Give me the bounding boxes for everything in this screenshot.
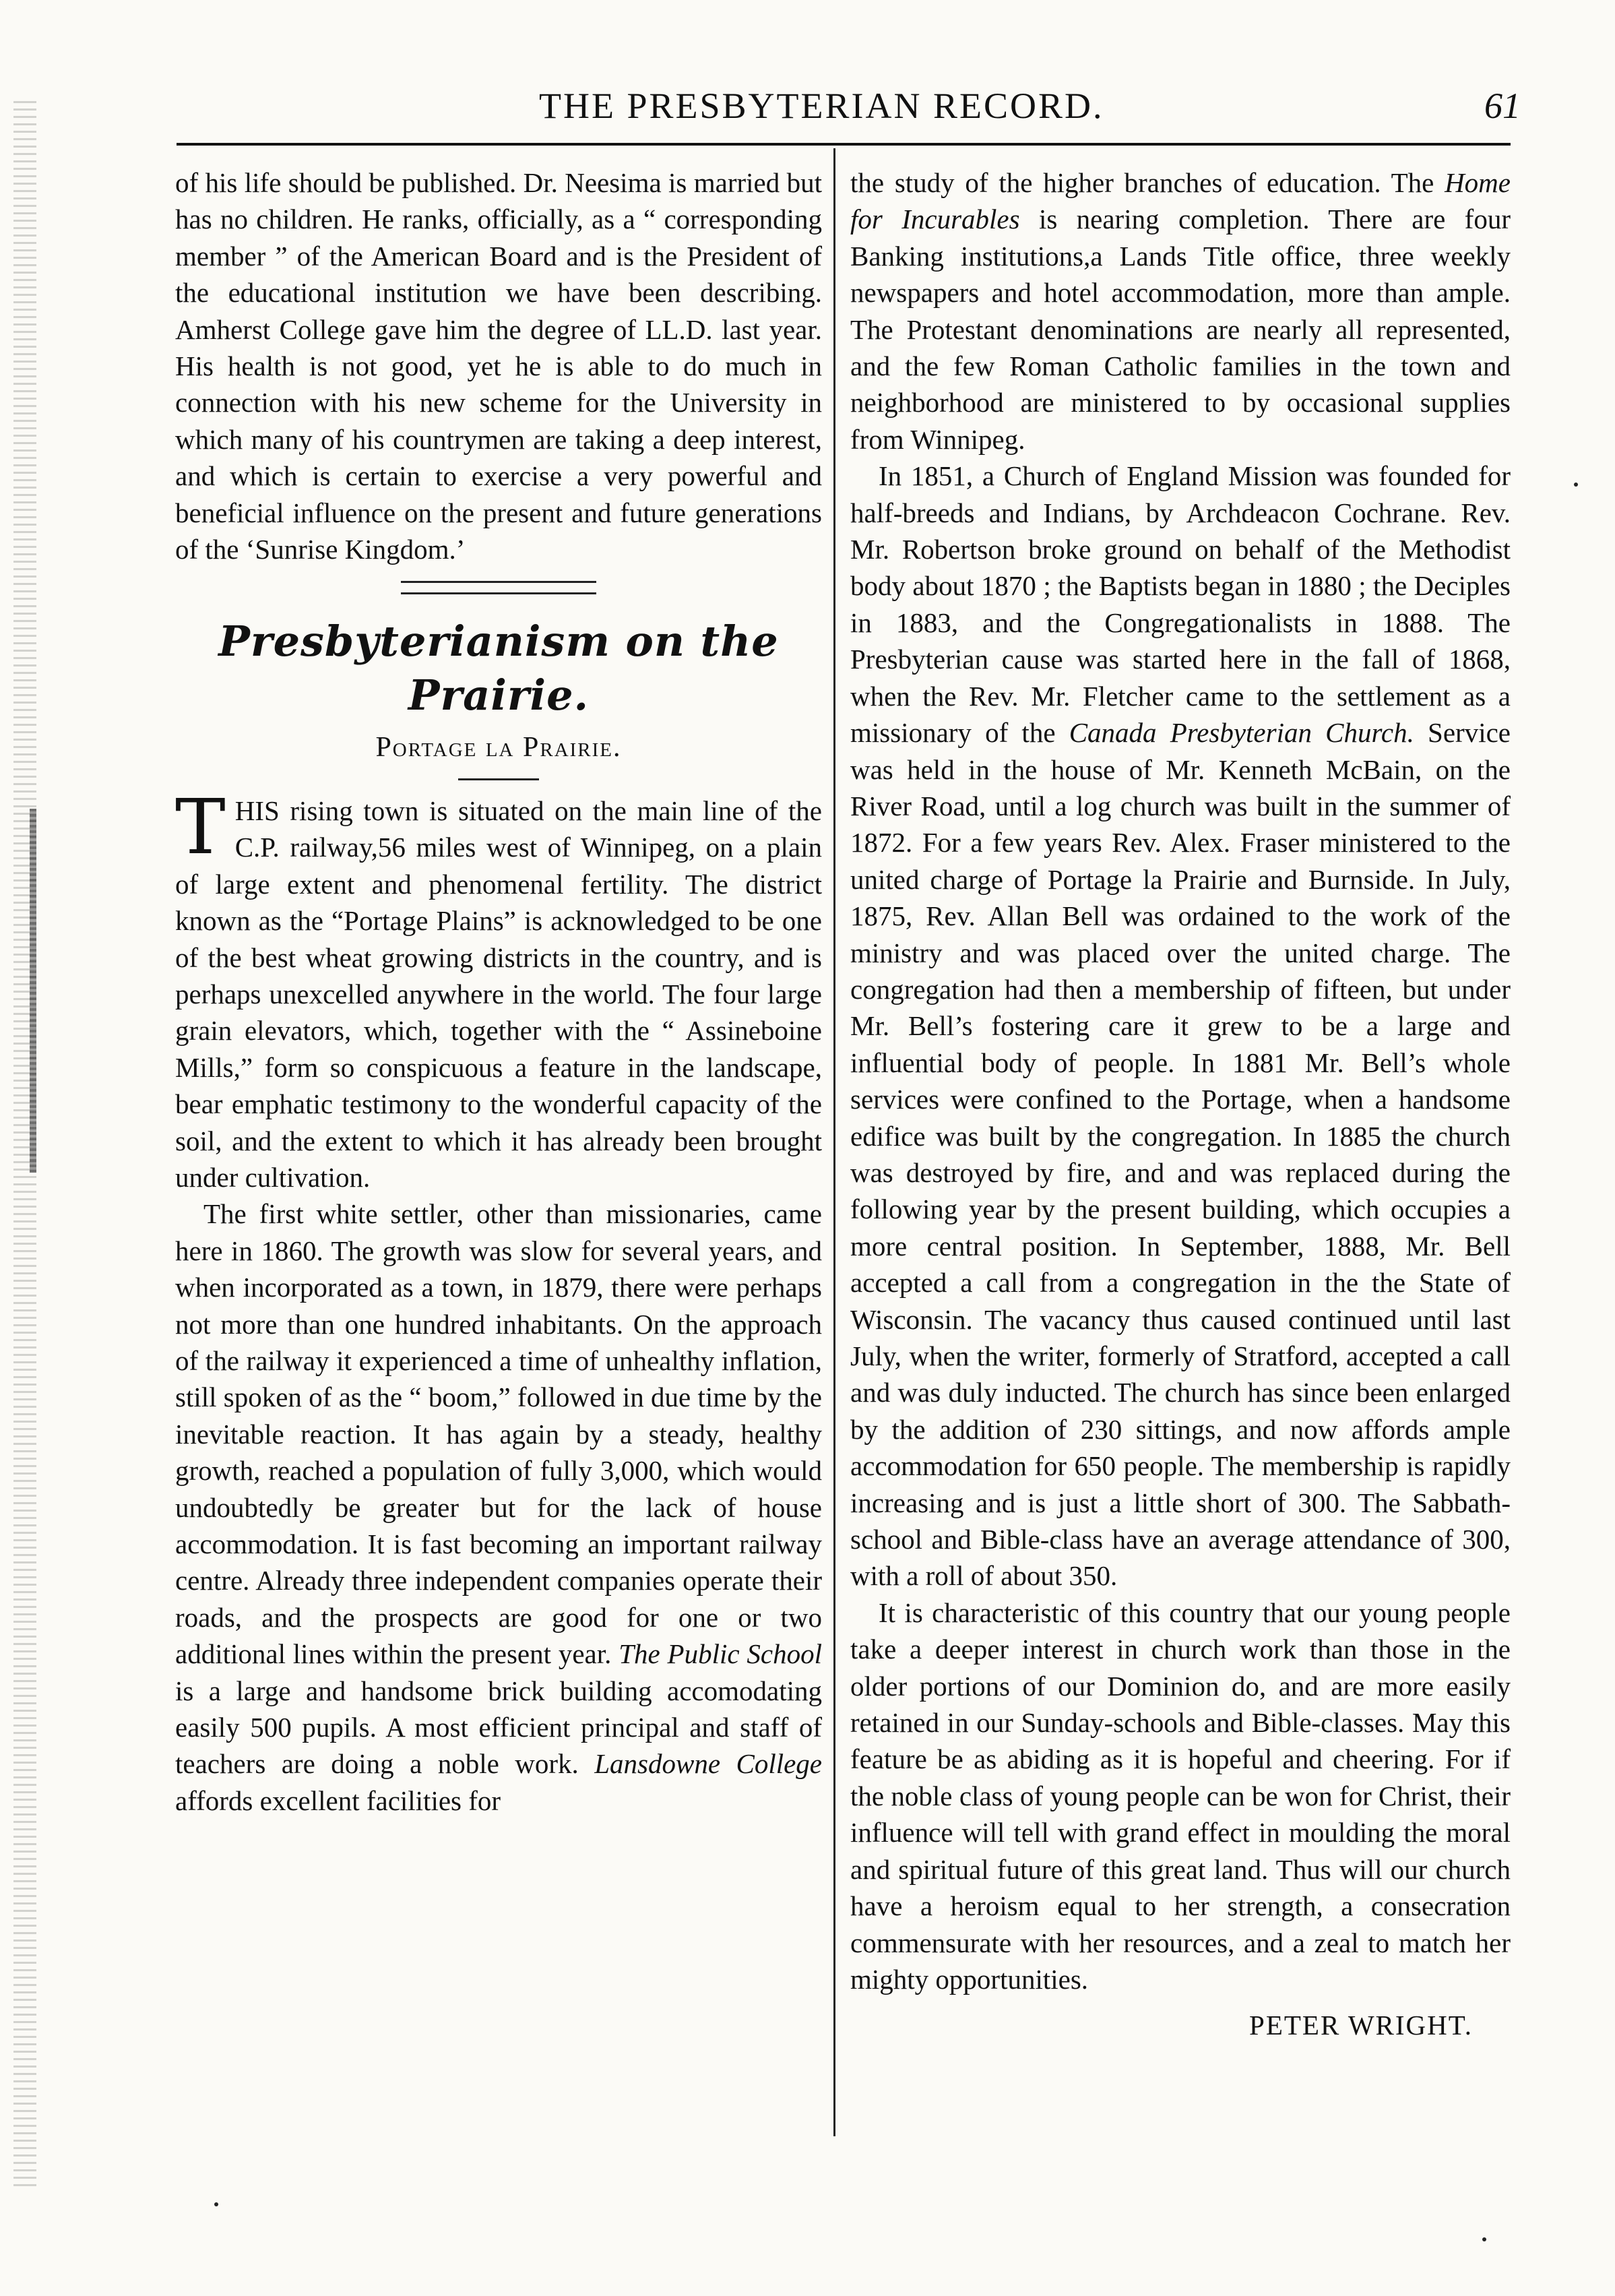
body-paragraph <box>850 164 1511 458</box>
column-rule <box>833 148 835 2136</box>
body-text: Service was held in the house of Mr. Kenneth McBain, on the River Road, until a log church was built in the summer of 1872. For a few years Rev. Alex. Fraser ministered to the united charge of Portage la Prairie and Burnside. In July, 1875, Rev. Allan Bell was ordained to the work of the ministry and was placed over the united charge. The congregation had then a membership of fifteen, but under Mr. Bell’s fostering care it grew to be a large and influential body of people. In 1881 Mr. Bell’s whole services were confined to the Portage, when a handsome edifice was built by the congregation. In 1885 the church was destroyed by fire, and and was replaced during the following year by the present building, which occupies a more central position. In September, 1888, Mr. Bell accepted a call from a congregation in the the State of Wisconsin. The vacancy thus caused continued until last July, when the writer, formerly of Stratford, accepted a call and was duly inducted. The church has since been enlarged by the addition of 230 sittings, and now affords ample accommodation for 650 people. The membership is rapidly increasing and is just a little short of 300. The Sabbath-school and Bible-class have an average attendance of 300, with a roll of about 350. <box>850 717 1511 1592</box>
print-speck <box>214 2202 218 2206</box>
print-speck <box>1574 483 1578 487</box>
left-column <box>175 164 822 1819</box>
emphasis-home-for-incurables: Home for Incurables <box>850 167 1511 235</box>
print-speck <box>1482 2237 1486 2241</box>
body-text: affords excellent facilities for <box>175 1785 501 1816</box>
body-text: In 1851, a Church of England Mission was founded for half-breeds and Indians, by Archdeacon Cochrane. Rev. Mr. Robertson broke ground on behalf of the Methodist body about 1870 ; the Baptists began in 1880 ; the Deciples in 1883, and the Congregationalists in 1888. The Presbyterian cause was started here in the fall of 1868, when the Rev. Mr. Fletcher came to the settlement as a missionary of the <box>850 460 1511 749</box>
dateline-rule <box>458 778 539 780</box>
lead-words: HIS <box>234 795 280 826</box>
opening-paragraph-text: rising town is situated on the main line of the C.P. railway,56 miles west of Winnipeg, on a plain of large extent and phenomenal fertility. The district known as the “Portage Plains” is acknowledged to be one of the best wheat growing districts in the country, and is perhaps unexcelled anywhere in the world. The four large grain elevators, which, together with the “ Assineboine Mills,” form so conspicuous a feature in the landscape, bear emphatic testimony to the wonderful capacity of the soil, and the extent to which it has already been brought under cultivation. <box>175 795 822 1193</box>
section-divider <box>401 581 596 594</box>
body-paragraph <box>175 1196 822 1819</box>
drop-cap: T <box>175 783 226 871</box>
emphasis-public-school: The Public School <box>619 1638 822 1670</box>
closing-paragraph: It is characteristic of this country that our young people take a deeper interest in church work than those in the older portions of our Dominion do, and are more easily retained in our Sunday-schools and Bible-classes. May this feature be as abiding as it is hopeful and cheering. For if the noble class of young people can be won for Christ, their influence will tell with grand effect in moulding the moral and spiritual future of this great land. Thus will our church have a heroism equal to her strength, a consecration commensurate with her resources, and a zeal to match her mighty opportunities. <box>850 1596 1511 1995</box>
opening-paragraph <box>175 783 822 1196</box>
body-text: is nearing completion. There are four Banking institutions,a Lands Title office, three weekly newspapers and hotel accommodation, more than ample. The Protestant denominations are nearly all represented, and the few Roman Catholic families in the town and neighborhood are ministered to by occasional supplies from Winnipeg. <box>850 204 1511 455</box>
page-number: 61 <box>1484 86 1521 126</box>
binding-shadow <box>30 809 36 1173</box>
right-column <box>850 164 1511 2044</box>
body-text: is a large and handsome brick building accomodating easily 500 pupils. A most efficient principal and staff of teachers are doing a noble work. <box>175 1675 822 1780</box>
emphasis-lansdowne-college: Lansdowne College <box>594 1748 823 1780</box>
running-title: THE PRESBYTERIAN RECORD. <box>539 86 1104 126</box>
author-signature: PETER WRIGHT. <box>1249 2010 1473 2041</box>
body-text: the study of the higher branches of education. The <box>850 167 1445 198</box>
article-dateline: Portage la Prairie. <box>375 732 622 764</box>
body-text: The first white settler, other than missionaries, came here in 1860. The growth was slow for several years, and when incorporated as a town, in 1879, there were perhaps not more than one hundred inhabitants. On the approach of the railway it experienced a time of unhealthy inflation, still spoken of as the “ boom,” followed in due time by the inevitable reaction. It has again by a steady, healthy growth, reached a population of fully 3,000, which would undoubtedly be greater but for the lack of house accommodation. It is fast becoming an important railway centre. Already three independent companies operate their roads, and the prospects are good for one or two additional lines within the present year. <box>175 1198 822 1670</box>
emphasis-canada-presbyterian-church: Canada Presbyterian Church. <box>1069 717 1414 749</box>
running-head <box>175 80 1521 133</box>
continued-paragraph: of his life should be published. Dr. Neesima is married but has no children. He ranks, officially, as a “ corresponding member ” of the American Board and is the President of the educational institution we have been describing. Amherst College gave him the degree of LL.D. last year. His health is not good, yet he is able to do much in connection with his new scheme for the University in which many of his countrymen are taking a deep interest, and which is certain to exercise a very powerful and beneficial influence on the present and future generations of the ‘Sunrise Kingdom.’ <box>175 167 822 565</box>
body-paragraph <box>850 458 1511 1594</box>
article-headline: Presbyterianism on the Prairie. <box>218 617 779 720</box>
header-rule <box>177 143 1511 146</box>
